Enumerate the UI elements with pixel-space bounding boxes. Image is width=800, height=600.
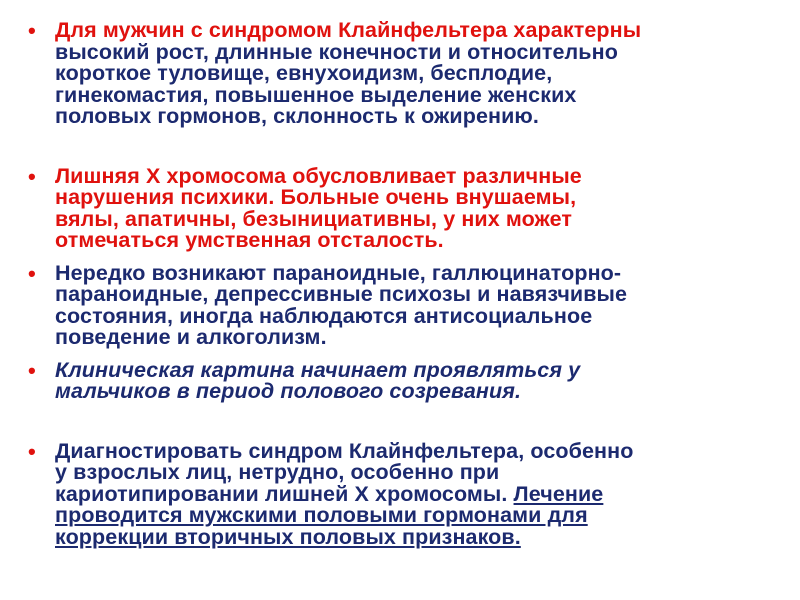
item-4-line-1: Клиническая картина начинает проявляться у: [55, 357, 581, 382]
item-5-line-1: Диагностировать синдром Клайнфельтера, особенно: [55, 438, 634, 463]
item-4-line-2: мальчиков в период полового созревания.: [55, 379, 522, 403]
slide-content: [28, 20, 780, 548]
item-1-line-5: половых гормонов, склонность к ожирению.: [55, 104, 539, 128]
bullet-item-1: [28, 20, 780, 128]
item-5-line-3: [55, 481, 780, 506]
bullet-marker: •: [28, 163, 36, 189]
bullet-item-2: [28, 163, 780, 252]
item-5-line-3-text: кариотипировании лишней Х хромосомы.: [55, 481, 508, 506]
item-2-line-2: нарушения психики. Больные очень внушаемы,: [55, 185, 577, 209]
item-1-line-2: высокий рост, длинные конечности и относительно: [55, 39, 618, 64]
item-2-line-4: отмечаться умственная отсталость.: [55, 228, 444, 252]
item-2-line-1: Лишняя Х хромосома обусловливает различные: [55, 163, 582, 188]
item-5-line-5: коррекции вторичных половых признаков.: [55, 524, 521, 549]
bullet-item-4: [28, 357, 780, 403]
item-3-line-2: параноидные, депрессивные психозы и навязчивые: [55, 282, 628, 306]
bullet-item-3: [28, 260, 780, 349]
bullet-item-5: [28, 438, 780, 549]
bullet-marker: •: [28, 357, 36, 383]
bullet-marker: •: [28, 438, 36, 464]
item-1-line-3: короткое туловище, евнухоидизм, бесплодие,: [55, 61, 553, 85]
item-5-line-2: у взрослых лиц, нетрудно, особенно при: [55, 460, 500, 484]
item-3-line-1: Нередко возникают параноидные, галлюцинаторно-: [55, 260, 622, 285]
treatment-link-start: Лечение: [513, 481, 604, 506]
item-3-line-4: поведение и алкоголизм.: [55, 325, 327, 349]
item-5-line-4: проводится мужскими половыми гормонами для: [55, 503, 588, 527]
bullet-marker: •: [28, 18, 36, 43]
item-2-line-3: вялы, апатичны, безынициативны, у них может: [55, 206, 573, 231]
item-1-line-4: гинекомастия, повышенное выделение женских: [55, 82, 577, 107]
item-1-line-1: Для мужчин с синдромом Клайнфельтера характерны: [55, 18, 642, 42]
bullet-marker: •: [28, 260, 36, 286]
item-3-line-3: состояния, иногда наблюдаются антисоциальное: [55, 303, 593, 328]
